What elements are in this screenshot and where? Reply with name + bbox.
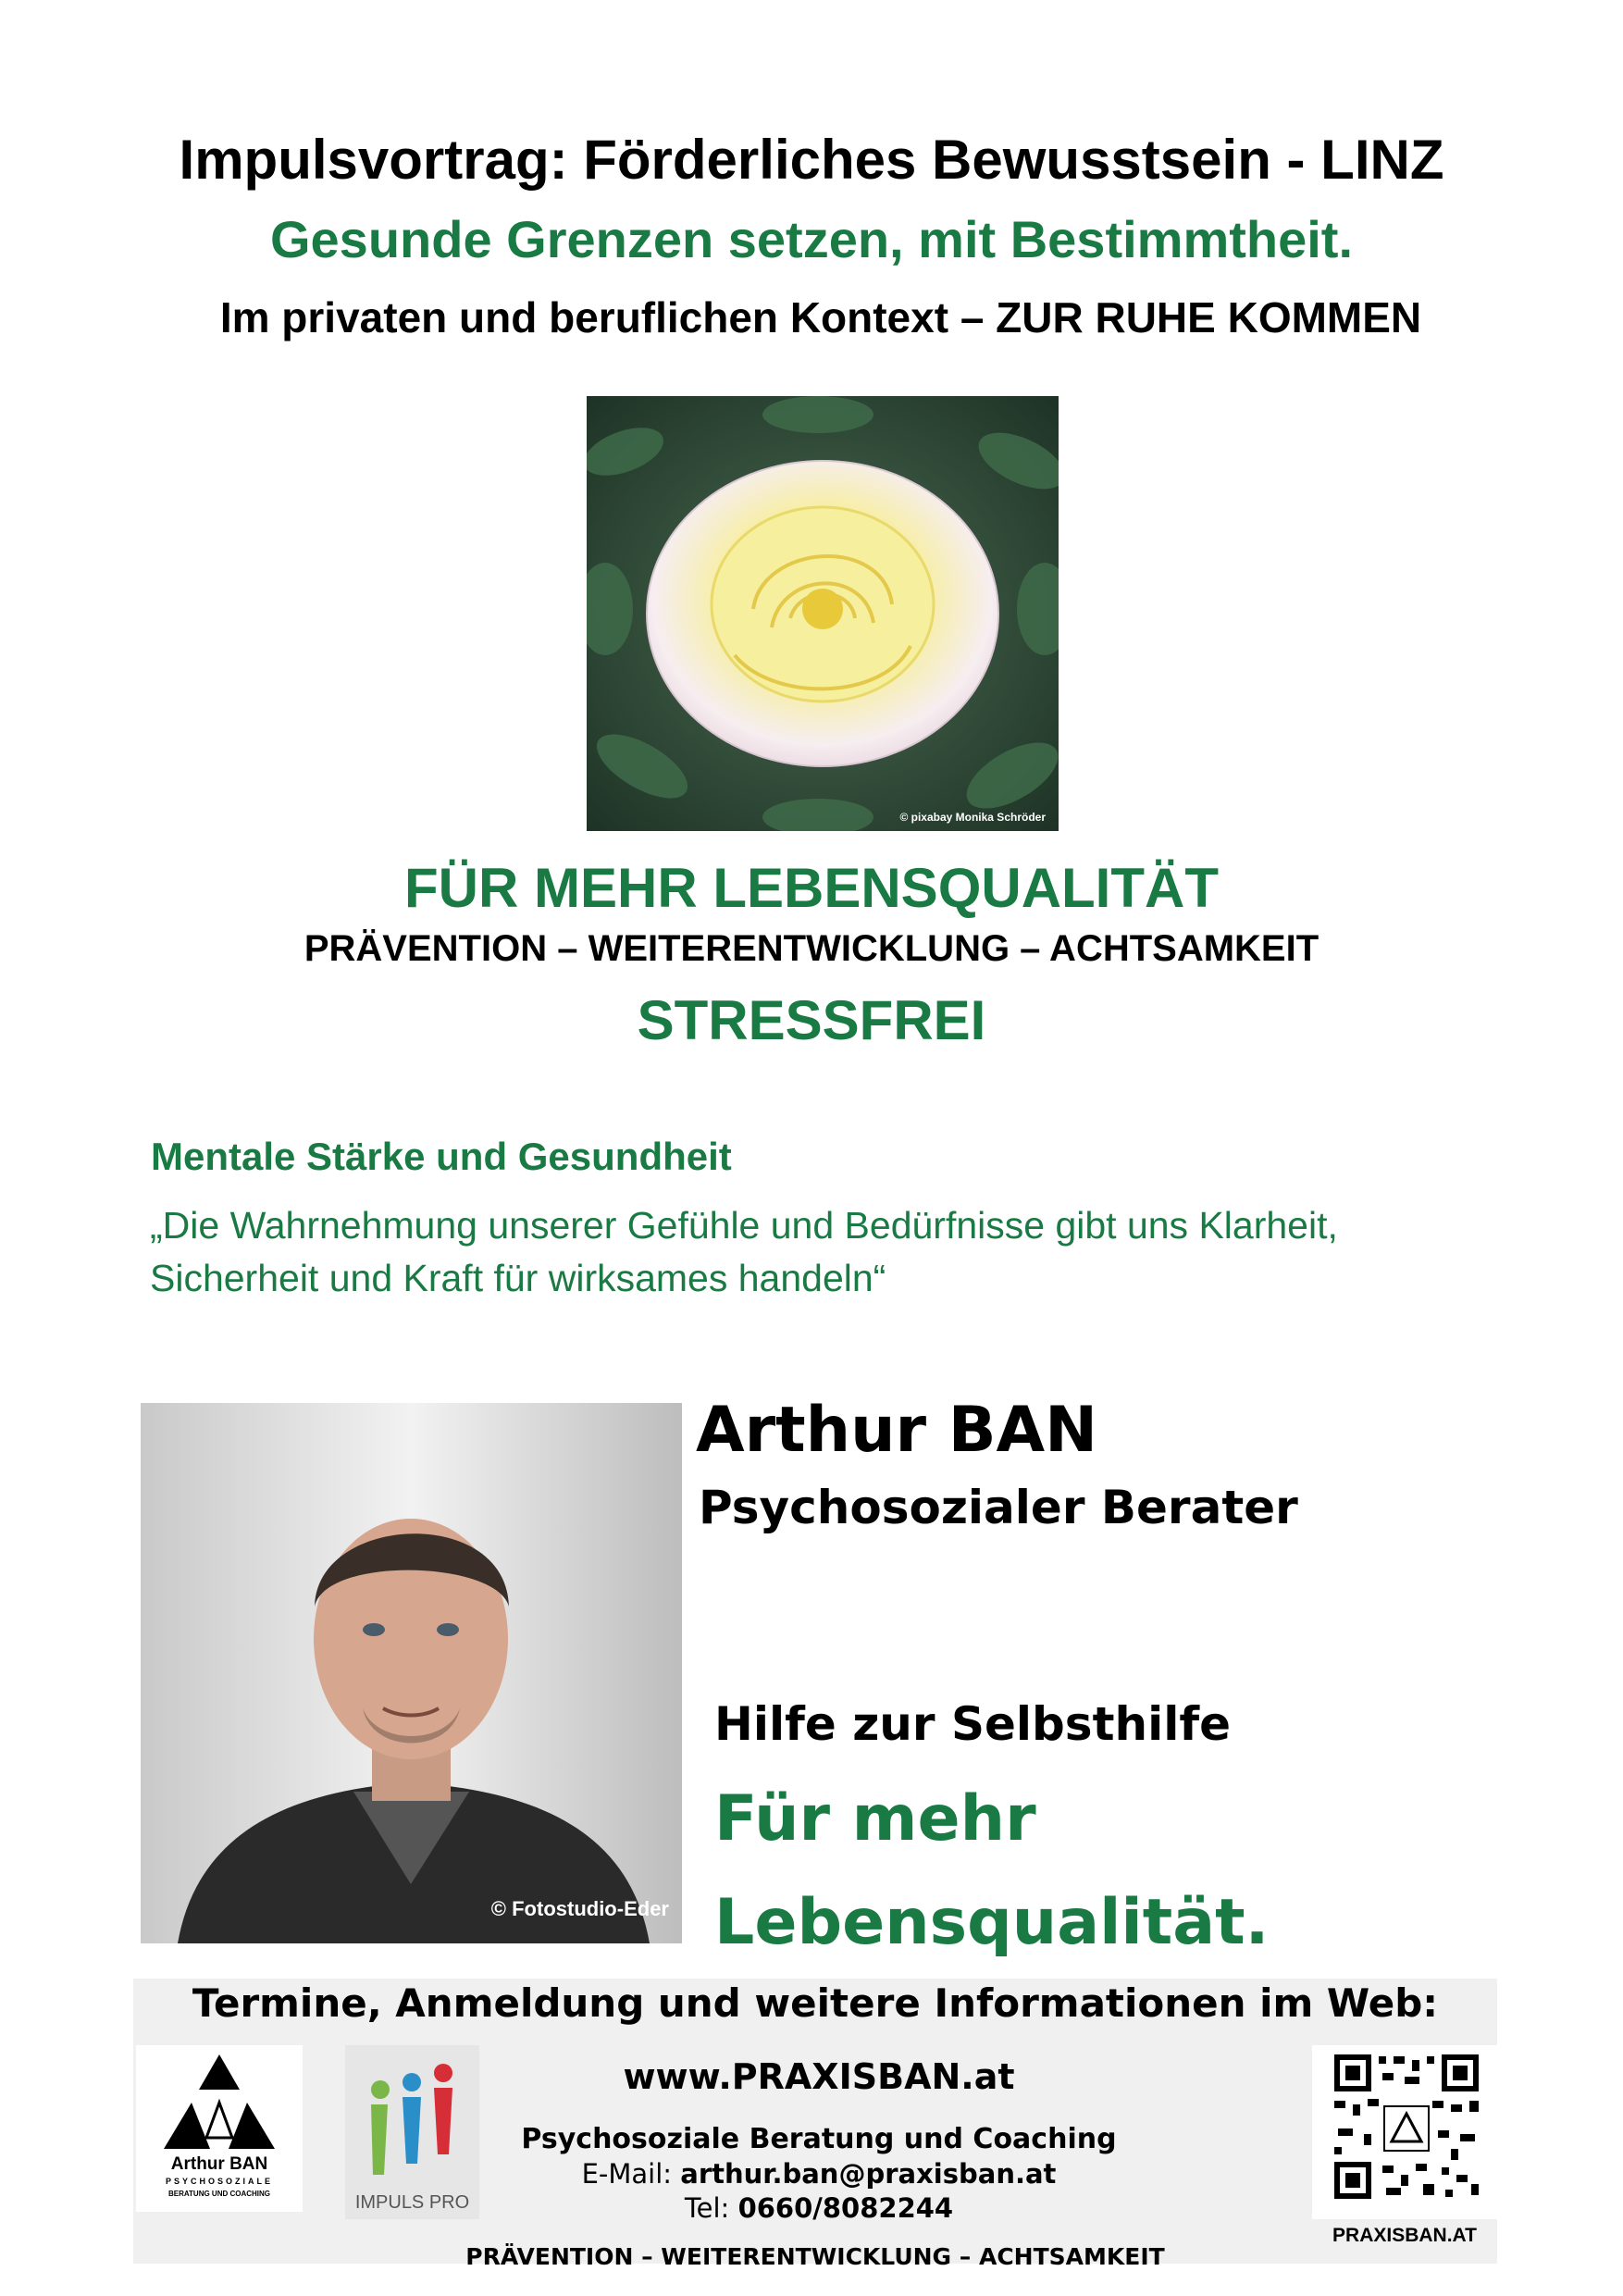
email-label: E-Mail: xyxy=(581,2158,673,2190)
stressfrei-heading: STRESSFREI xyxy=(637,989,986,1051)
impuls-pro-label: IMPULS PRO xyxy=(354,2192,470,2213)
quote-line-2: Sicherheit und Kraft für wirksames handeln“ xyxy=(150,1257,886,1299)
website-link[interactable]: www.PRAXISBAN.at xyxy=(623,2056,1015,2097)
email-link[interactable]: arthur.ban@praxisban.at xyxy=(680,2158,1057,2190)
lebensqualitaet-heading: FÜR MEHR LEBENSQUALITÄT xyxy=(404,857,1219,919)
person-name: Arthur BAN xyxy=(696,1394,1098,1467)
pwa-line: PRÄVENTION – WEITERENTWICKLUNG – ACHTSAMKEIT xyxy=(304,928,1319,969)
person-role: Psychosozialer Berater xyxy=(699,1481,1298,1534)
qr-label: PRAXISBAN.AT xyxy=(1332,2225,1477,2246)
slogan-line-1: Für mehr xyxy=(714,1782,1036,1855)
quote xyxy=(150,1199,1593,1305)
rose-illustration xyxy=(587,396,1059,831)
page-subtitle: Gesunde Grenzen setzen, mit Bestimmtheit. xyxy=(269,210,1354,268)
footer-heading: Termine, Anmeldung und weitere Informationen im Web: xyxy=(192,1980,1439,2026)
portrait-photo xyxy=(141,1403,682,1943)
portrait-credit: © Fotostudio-Eder xyxy=(490,1897,669,1920)
logo-subtitle: PSYCHOSOZIALE xyxy=(165,2177,273,2186)
slogan xyxy=(714,1768,1547,1975)
page-title: Impulsvortrag: Förderliches Bewusstsein - LINZ xyxy=(179,129,1444,191)
triangle-logo-icon xyxy=(136,2045,303,2156)
logo-subtitle-2: BERATUNG UND COACHING xyxy=(167,2190,271,2198)
context-line: Im privaten und beruflichen Kontext – ZUR RUHE KOMMEN xyxy=(219,293,1422,341)
quote-line-1: „Die Wahrnehmung unserer Gefühle und Bedürfnisse gibt uns Klarheit, xyxy=(150,1204,1338,1247)
qr-code-icon xyxy=(1312,2045,1497,2219)
email-line xyxy=(453,2158,1184,2190)
arthur-ban-logo xyxy=(136,2045,303,2212)
tel-line xyxy=(453,2192,1184,2224)
tel-label: Tel: xyxy=(684,2192,730,2224)
rose-image xyxy=(587,396,1059,831)
footer-bottom-line: PRÄVENTION – WEITERENTWICKLUNG – ACHTSAMKEIT xyxy=(465,2243,1165,2270)
tel-number[interactable]: 0660/8082244 xyxy=(737,2192,954,2224)
mental-heading: Mentale Stärke und Gesundheit xyxy=(151,1135,732,1178)
portrait-illustration xyxy=(141,1403,682,1943)
help-heading: Hilfe zur Selbsthilfe xyxy=(714,1697,1232,1751)
qr-code[interactable] xyxy=(1312,2045,1497,2219)
rose-credit: © pixabay Monika Schröder xyxy=(899,811,1046,824)
logo-name: Arthur BAN xyxy=(170,2154,268,2174)
slogan-line-2: Lebensqualität. xyxy=(714,1886,1270,1959)
service-line: Psychosoziale Beratung und Coaching xyxy=(521,2123,1117,2155)
